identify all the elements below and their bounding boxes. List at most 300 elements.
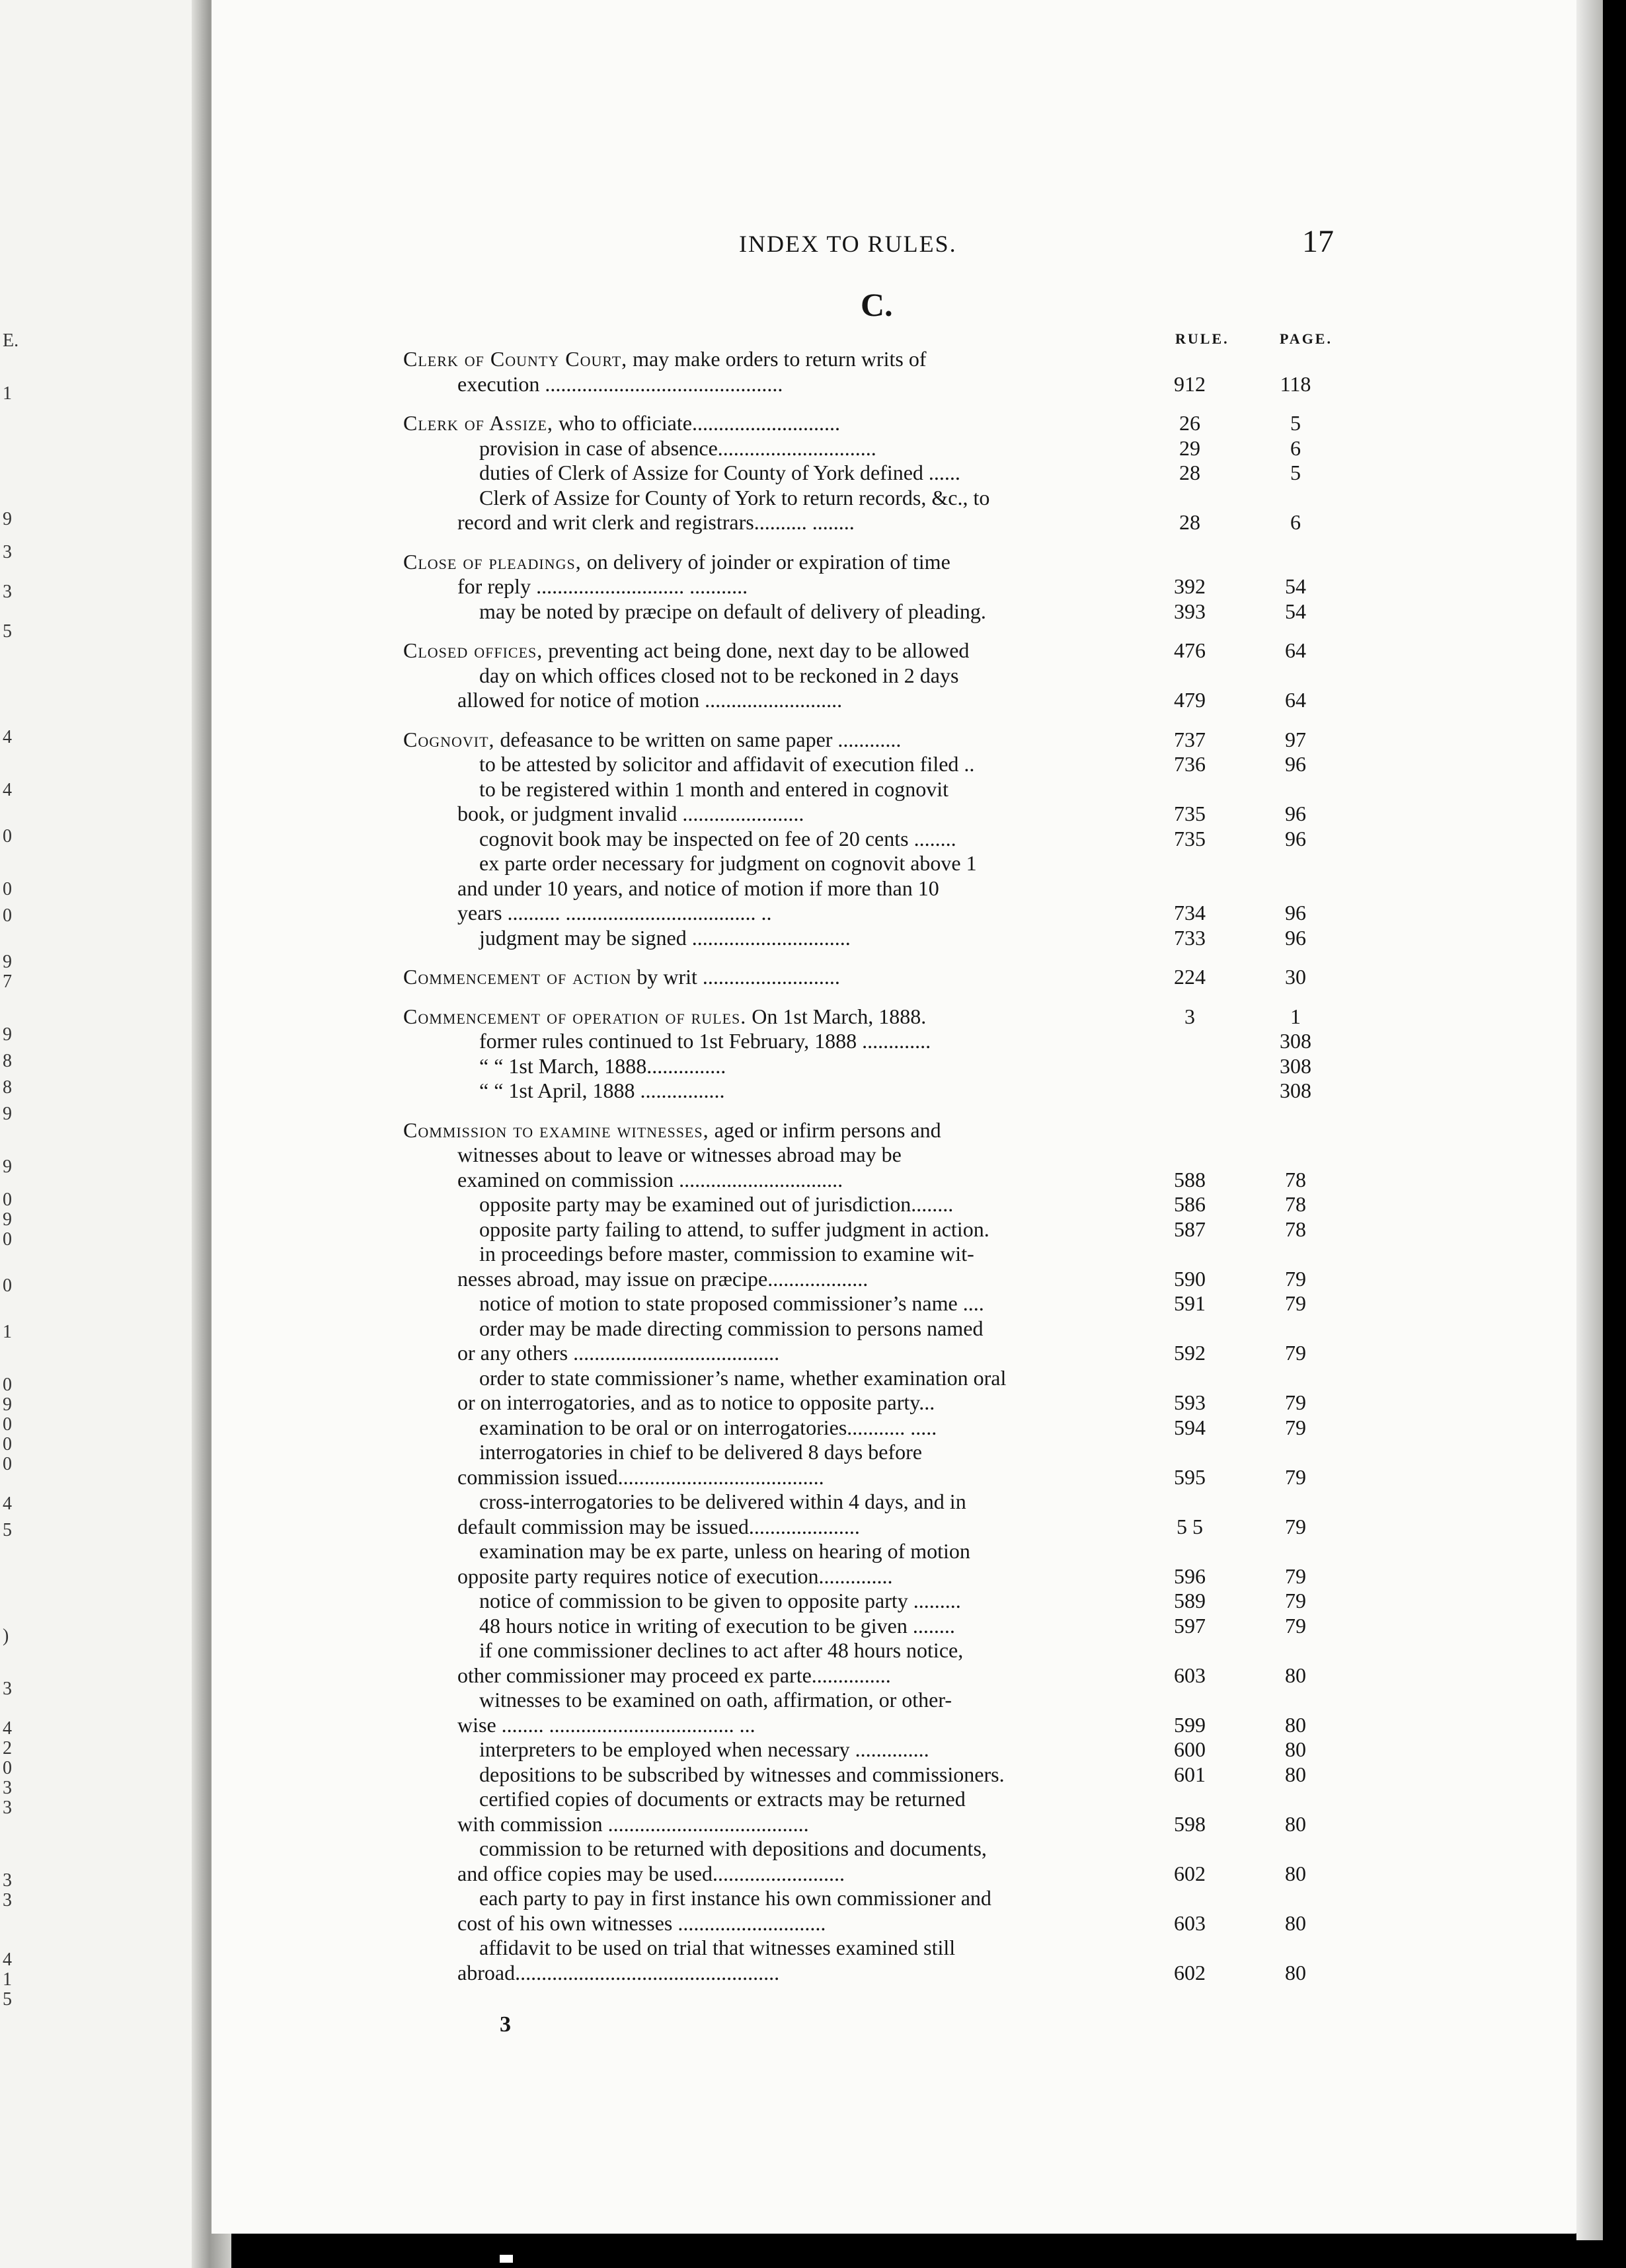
- page-reference: 97: [1285, 727, 1306, 751]
- index-line: [403, 752, 1355, 777]
- index-line: [403, 1762, 1355, 1788]
- index-line: [403, 1589, 1355, 1614]
- index-line: [403, 777, 1355, 802]
- index-line: [403, 1638, 1355, 1663]
- entry-description: examined on commission ...............................: [457, 1167, 843, 1191]
- index-line: [403, 1836, 1355, 1862]
- index-entry: [403, 1004, 1355, 1104]
- entry-description: interrogatories in chief to be delivered 8 days before: [479, 1440, 922, 1464]
- entry-text: [457, 876, 939, 901]
- index-line: [403, 1663, 1355, 1688]
- rule-number: 588: [1174, 1167, 1206, 1191]
- index-line: [403, 1029, 1355, 1054]
- page-reference: 79: [1285, 1291, 1306, 1315]
- entry-description: record and writ clerk and registrars.......... ........: [457, 510, 855, 534]
- rule-number: 479: [1174, 688, 1206, 712]
- index-line: [403, 1078, 1355, 1104]
- entry-text: [479, 1316, 983, 1342]
- entry-text: [479, 599, 986, 624]
- entry-text: [479, 1688, 952, 1713]
- index-line: [403, 1862, 1355, 1887]
- facing-page: [0, 0, 204, 2268]
- entry-description: preventing act being done, next day to be allowed: [543, 638, 970, 662]
- index-entry: [403, 638, 1355, 713]
- index-line: [403, 802, 1355, 827]
- entry-text: [457, 1341, 779, 1366]
- entry-description: wise ........ ................................... ...: [457, 1712, 755, 1737]
- entry-description: opposite party requires notice of execution..............: [457, 1564, 893, 1588]
- page-column-header: PAGE.: [1280, 330, 1333, 347]
- facing-page-mark: 1: [3, 1969, 12, 1990]
- entry-description: may be noted by præcipe on default of delivery of pleading.: [479, 599, 986, 623]
- facing-page-mark: 7: [3, 971, 12, 992]
- entry-description: years .......... .................................... ..: [457, 901, 772, 925]
- entry-description: “ “ 1st March, 1888...............: [479, 1053, 726, 1078]
- facing-page-mark: 0: [3, 826, 12, 847]
- facing-page-mark: 0: [3, 1190, 12, 1210]
- page-reference: 78: [1285, 1217, 1306, 1241]
- facing-page-mark: 0: [3, 1454, 12, 1474]
- index-line: [403, 1217, 1355, 1242]
- index-entry: [403, 1118, 1355, 1986]
- index-line: [403, 1416, 1355, 1441]
- index-line: [403, 1713, 1355, 1738]
- index-line: [403, 486, 1355, 511]
- facing-page-mark: 5: [3, 621, 12, 642]
- entry-text: [479, 663, 958, 689]
- entry-description: former rules continued to 1st February, 1888 .............: [479, 1029, 931, 1053]
- page-reference: 308: [1280, 1029, 1311, 1053]
- index-line: [403, 461, 1355, 486]
- entry-heading: Cognovit,: [403, 727, 495, 751]
- entry-text: [479, 486, 989, 511]
- entry-description: cross-interrogatories to be delivered within 4 days, and in: [479, 1490, 966, 1513]
- facing-page-mark: 3: [3, 1679, 12, 1699]
- page-reference: 96: [1285, 925, 1306, 950]
- entry-description: day on which offices closed not to be reckoned in 2 days: [479, 663, 959, 687]
- facing-page-mark: 4: [3, 1949, 12, 1970]
- page-reference: 79: [1285, 1564, 1306, 1588]
- page-reference: 308: [1280, 1078, 1311, 1102]
- entry-heading: Commission to examine witnesses,: [403, 1117, 709, 1142]
- entry-text: [457, 1515, 860, 1540]
- entry-description: witnesses to be examined on oath, affirmation, or other-: [479, 1688, 952, 1712]
- index-line: [403, 1440, 1355, 1465]
- entry-description: cost of his own witnesses ............................: [457, 1910, 826, 1935]
- entry-text: [457, 1564, 892, 1589]
- entry-text: [457, 1143, 902, 1168]
- entry-description: judgment may be signed ..............................: [479, 925, 851, 950]
- index-line: [403, 926, 1355, 951]
- facing-page-mark: 0: [3, 1758, 12, 1778]
- entry-text: [479, 1787, 966, 1812]
- rule-number: 600: [1174, 1737, 1206, 1761]
- page-reference: 80: [1285, 1737, 1306, 1761]
- entry-text: [457, 802, 804, 827]
- entry-text: [403, 347, 926, 372]
- entry-description: for reply ............................ ...........: [457, 574, 748, 598]
- facing-page-mark: 1: [3, 383, 12, 404]
- rule-number: 735: [1174, 802, 1206, 825]
- page-reference: 80: [1285, 1960, 1306, 1984]
- index-line: [403, 1688, 1355, 1713]
- index-line: [403, 1787, 1355, 1812]
- page-number: 17: [1302, 224, 1334, 259]
- entry-text: [479, 1366, 1006, 1391]
- entry-description: affidavit to be used on trial that witnesses examined still: [479, 1936, 956, 1959]
- entry-text: [457, 1663, 891, 1688]
- entry-text: [479, 1416, 937, 1441]
- facing-page-mark: 9: [3, 1024, 12, 1045]
- index-line: [403, 1054, 1355, 1079]
- entry-text: [479, 1737, 929, 1762]
- page-reference: 79: [1285, 1589, 1306, 1612]
- rule-number: 224: [1174, 965, 1206, 989]
- entry-text: [479, 1078, 725, 1104]
- page-reference: 96: [1285, 752, 1306, 776]
- entry-description: commission to be returned with depositions and documents,: [479, 1836, 987, 1860]
- facing-page-mark: 3: [3, 1870, 12, 1891]
- facing-page-mark: ): [3, 1626, 9, 1646]
- facing-page-mark: 9: [3, 1156, 12, 1177]
- facing-page-mark: E.: [3, 330, 19, 351]
- index-entry: [403, 411, 1355, 535]
- entry-description: witnesses about to leave or witnesses abroad may be: [457, 1143, 902, 1166]
- rule-number: 591: [1174, 1291, 1206, 1315]
- entry-text: [479, 1539, 970, 1564]
- page-reference: 80: [1285, 1712, 1306, 1737]
- facing-page-mark: 9: [3, 1394, 12, 1415]
- facing-page-mark: 0: [3, 1434, 12, 1455]
- rule-number: 734: [1174, 901, 1206, 925]
- entry-description: certified copies of documents or extracts may be returned: [479, 1787, 966, 1811]
- page-reference: 54: [1285, 599, 1306, 623]
- index-line: [403, 663, 1355, 689]
- index-line: [403, 1886, 1355, 1911]
- entry-text: [479, 827, 956, 852]
- rule-number: 603: [1174, 1910, 1206, 1935]
- index-line: [403, 1192, 1355, 1217]
- index-line: [403, 851, 1355, 876]
- rule-number: 733: [1174, 925, 1206, 950]
- page-reference: 80: [1285, 1861, 1306, 1885]
- entry-heading: Commencement of operation of rules.: [403, 1004, 747, 1028]
- page-reference: 78: [1285, 1192, 1306, 1216]
- index-line: [403, 1465, 1355, 1490]
- page-reference: 308: [1280, 1053, 1311, 1078]
- entry-text: [479, 461, 960, 486]
- rule-number: 603: [1174, 1663, 1206, 1687]
- entry-text: [479, 851, 977, 876]
- index-line: [403, 1242, 1355, 1267]
- entry-text: [479, 926, 851, 951]
- entry-text: [457, 1862, 845, 1887]
- entry-description: On 1st March, 1888.: [746, 1004, 927, 1028]
- page-reference: 54: [1285, 574, 1306, 598]
- entry-text: [457, 372, 783, 397]
- entry-text: [457, 1267, 868, 1292]
- index-line: [403, 901, 1355, 926]
- entry-text: [479, 752, 974, 777]
- entry-description: in proceedings before master, commission to examine wit-: [479, 1242, 974, 1266]
- index-line: [403, 372, 1355, 397]
- rule-number: 596: [1174, 1564, 1206, 1588]
- entry-description: opposite party may be examined out of jurisdiction........: [479, 1192, 954, 1216]
- entry-text: [457, 901, 772, 926]
- facing-page-mark: 3: [3, 582, 12, 602]
- index-line: [403, 638, 1355, 663]
- facing-page-mark: 0: [3, 879, 12, 899]
- rule-number: 26: [1179, 411, 1200, 435]
- index-line: [403, 1911, 1355, 1936]
- entry-description: with commission ......................................: [457, 1811, 809, 1836]
- rule-number: 28: [1179, 461, 1200, 484]
- facing-page-mark: 8: [3, 1077, 12, 1098]
- entry-description: aged or infirm persons and: [709, 1117, 941, 1142]
- entry-text: [457, 1713, 755, 1738]
- page-reference: 80: [1285, 1762, 1306, 1786]
- entry-description: and under 10 years, and notice of motion if more than 10: [457, 876, 939, 900]
- entry-description: may make orders to return writs of: [627, 347, 927, 371]
- index-line: [403, 1737, 1355, 1762]
- entry-description: examination may be ex parte, unless on hearing of motion: [479, 1539, 970, 1563]
- facing-page-mark: 0: [3, 1375, 12, 1395]
- entry-description: duties of Clerk of Assize for County of York defined ......: [479, 461, 960, 484]
- page-reference: 80: [1285, 1910, 1306, 1935]
- facing-page-mark: 9: [3, 509, 12, 529]
- entry-text: [479, 1589, 961, 1614]
- index-line: [403, 1812, 1355, 1837]
- rule-number: 29: [1179, 435, 1200, 460]
- rule-number: 589: [1174, 1589, 1206, 1612]
- entry-text: [403, 965, 840, 990]
- rule-number: 595: [1174, 1464, 1206, 1489]
- entry-text: [479, 1242, 974, 1267]
- page-reference: 64: [1285, 638, 1306, 662]
- entry-text: [479, 1192, 953, 1217]
- entry-heading: Clerk of County Court,: [403, 347, 628, 371]
- facing-page-mark: 9: [3, 1104, 12, 1124]
- entry-description: defeasance to be written on same paper ............: [494, 727, 902, 751]
- page-reference: 80: [1285, 1663, 1306, 1687]
- entry-description: default commission may be issued.....................: [457, 1514, 860, 1538]
- page-edge: [1576, 0, 1603, 2240]
- entry-description: notice of commission to be given to opposite party .........: [479, 1589, 961, 1612]
- entry-text: [403, 728, 901, 753]
- index-line: [403, 1390, 1355, 1416]
- facing-page-mark: 0: [3, 1275, 12, 1296]
- index-entry: [403, 550, 1355, 624]
- entry-text: [479, 1054, 726, 1079]
- entry-description: by writ ..........................: [631, 965, 840, 989]
- facing-page-mark: 5: [3, 1989, 12, 2010]
- entry-text: [479, 1029, 931, 1054]
- index-line: [403, 1143, 1355, 1168]
- entry-description: and office copies may be used.........................: [457, 1861, 845, 1885]
- entry-text: [457, 688, 842, 713]
- page-reference: 79: [1285, 1613, 1306, 1638]
- entry-text: [457, 1812, 809, 1837]
- index-line: [403, 827, 1355, 852]
- page-reference: 79: [1285, 1341, 1306, 1365]
- entry-description: order may be made directing commission to persons named: [479, 1316, 984, 1340]
- page-reference: 96: [1285, 802, 1306, 825]
- facing-page-margin: [0, 0, 20, 2268]
- page-reference: 6: [1290, 435, 1301, 460]
- page-reference: 118: [1280, 371, 1311, 396]
- entry-description: interpreters to be employed when necessary ..............: [479, 1737, 929, 1761]
- index-line: [403, 1168, 1355, 1193]
- rule-number: 586: [1174, 1192, 1206, 1216]
- entry-description: ex parte order necessary for judgment on cognovit above 1: [479, 851, 977, 875]
- index-line: [403, 510, 1355, 535]
- facing-page-mark: 3: [3, 1778, 12, 1798]
- page-reference: 5: [1290, 461, 1301, 484]
- facing-page-mark: 4: [3, 1718, 12, 1739]
- entry-description: abroad..................................................: [457, 1960, 780, 1984]
- entry-text: [457, 1911, 826, 1936]
- entry-text: [403, 411, 840, 436]
- entry-description: examination to be oral or on interrogatories........... .....: [479, 1415, 937, 1439]
- index-line: [403, 1316, 1355, 1342]
- entry-description: on delivery of joinder or expiration of time: [581, 549, 950, 574]
- scan-artifact: [500, 2255, 513, 2263]
- index-line: [403, 876, 1355, 901]
- entry-description: “ “ 1st April, 1888 ................: [479, 1078, 725, 1102]
- rule-number: 28: [1179, 510, 1200, 534]
- entry-text: [479, 1936, 955, 1961]
- index-line: [403, 965, 1355, 990]
- signature-mark: 3: [500, 2012, 511, 2037]
- rule-number: 594: [1174, 1415, 1206, 1439]
- page-reference: 96: [1285, 901, 1306, 925]
- entry-description: allowed for notice of motion ..........................: [457, 688, 843, 712]
- page-reference: 80: [1285, 1811, 1306, 1836]
- entry-text: [403, 638, 969, 663]
- index-entries: [403, 347, 1355, 2000]
- rule-number: 587: [1174, 1217, 1206, 1241]
- index-line: [403, 599, 1355, 624]
- rule-number: 912: [1174, 371, 1206, 396]
- rule-number: 592: [1174, 1341, 1206, 1365]
- rule-number: 737: [1174, 727, 1206, 751]
- entry-text: [479, 1638, 963, 1663]
- facing-page-mark: 5: [3, 1520, 12, 1540]
- section-letter: C.: [861, 286, 893, 323]
- index-line: [403, 1267, 1355, 1292]
- entry-description: who to officiate............................: [553, 411, 840, 435]
- index-line: [403, 1341, 1355, 1366]
- page-reference: 1: [1290, 1004, 1301, 1028]
- index-line: [403, 1961, 1355, 1986]
- entry-text: [457, 1961, 779, 1986]
- entry-description: book, or judgment invalid .......................: [457, 802, 804, 825]
- index-entry: [403, 728, 1355, 951]
- rule-number: 5 5: [1177, 1514, 1203, 1538]
- entry-text: [479, 1440, 922, 1465]
- rule-number: 393: [1174, 599, 1206, 623]
- index-line: [403, 1291, 1355, 1316]
- entry-text: [479, 1836, 987, 1862]
- entry-text: [479, 1291, 984, 1316]
- facing-page-mark: 4: [3, 727, 12, 747]
- page-reference: 5: [1290, 411, 1301, 435]
- index-line: [403, 1366, 1355, 1391]
- entry-description: opposite party failing to attend, to suffer judgment in action.: [479, 1217, 989, 1241]
- entry-text: [479, 1886, 991, 1911]
- entry-text: [403, 1004, 926, 1030]
- entry-heading: Close of pleadings,: [403, 549, 582, 574]
- page-reference: 96: [1285, 826, 1306, 850]
- entry-description: depositions to be subscribed by witnesses and commissioners.: [479, 1762, 1005, 1786]
- page-reference: 79: [1285, 1266, 1306, 1291]
- rule-number: 597: [1174, 1613, 1206, 1638]
- facing-page-mark: 4: [3, 780, 12, 800]
- rule-number: 590: [1174, 1266, 1206, 1291]
- entry-description: nesses abroad, may issue on præcipe...................: [457, 1266, 869, 1291]
- entry-heading: Closed offices,: [403, 638, 543, 662]
- entry-text: [479, 1217, 989, 1242]
- page-reference: 6: [1290, 510, 1301, 534]
- rule-number: 602: [1174, 1960, 1206, 1984]
- index-line: [403, 1614, 1355, 1639]
- facing-page-mark: 0: [3, 905, 12, 926]
- index-line: [403, 1118, 1355, 1143]
- page-reference: 79: [1285, 1390, 1306, 1414]
- entry-description: order to state commissioner’s name, whether examination oral: [479, 1365, 1007, 1390]
- entry-description: Clerk of Assize for County of York to return records, &c., to: [479, 485, 990, 510]
- index-line: [403, 728, 1355, 753]
- index-line: [403, 550, 1355, 575]
- index-line: [403, 1564, 1355, 1589]
- index-line: [403, 411, 1355, 436]
- page-reference: 30: [1285, 965, 1306, 989]
- entry-text: [479, 436, 876, 461]
- entry-description: to be registered within 1 month and entered in cognovit: [479, 776, 949, 801]
- rule-number: 599: [1174, 1712, 1206, 1737]
- page-reference: 79: [1285, 1415, 1306, 1439]
- rule-number: 598: [1174, 1811, 1206, 1836]
- facing-page-mark: 1: [3, 1322, 12, 1342]
- entry-text: [457, 1168, 843, 1193]
- page-reference: 64: [1285, 688, 1306, 712]
- index-line: [403, 688, 1355, 713]
- entry-description: if one commissioner declines to act after 48 hours notice,: [479, 1638, 964, 1662]
- index-entry: [403, 965, 1355, 990]
- entry-text: [457, 1390, 935, 1416]
- index-line: [403, 1936, 1355, 1961]
- facing-page-mark: 3: [3, 1797, 12, 1818]
- page-reference: 78: [1285, 1167, 1306, 1191]
- facing-page-mark: 2: [3, 1738, 12, 1758]
- entry-description: 48 hours notice in writing of execution to be given ........: [479, 1613, 955, 1638]
- entry-heading: Commencement of action: [403, 965, 632, 989]
- index-line: [403, 574, 1355, 599]
- index-line: [403, 1490, 1355, 1515]
- entry-description: or any others .......................................: [457, 1341, 780, 1365]
- entry-text: [403, 550, 950, 575]
- entry-text: [479, 1614, 955, 1639]
- rule-column-header: RULE.: [1175, 330, 1229, 347]
- page-reference: 79: [1285, 1514, 1306, 1538]
- entry-text: [457, 574, 748, 599]
- running-head: INDEX TO RULES.: [739, 231, 957, 257]
- facing-page-mark: 3: [3, 1890, 12, 1910]
- facing-page-mark: 9: [3, 952, 12, 972]
- entry-description: other commissioner may proceed ex parte...............: [457, 1663, 891, 1687]
- rule-number: 735: [1174, 826, 1206, 850]
- rule-number: 601: [1174, 1762, 1206, 1786]
